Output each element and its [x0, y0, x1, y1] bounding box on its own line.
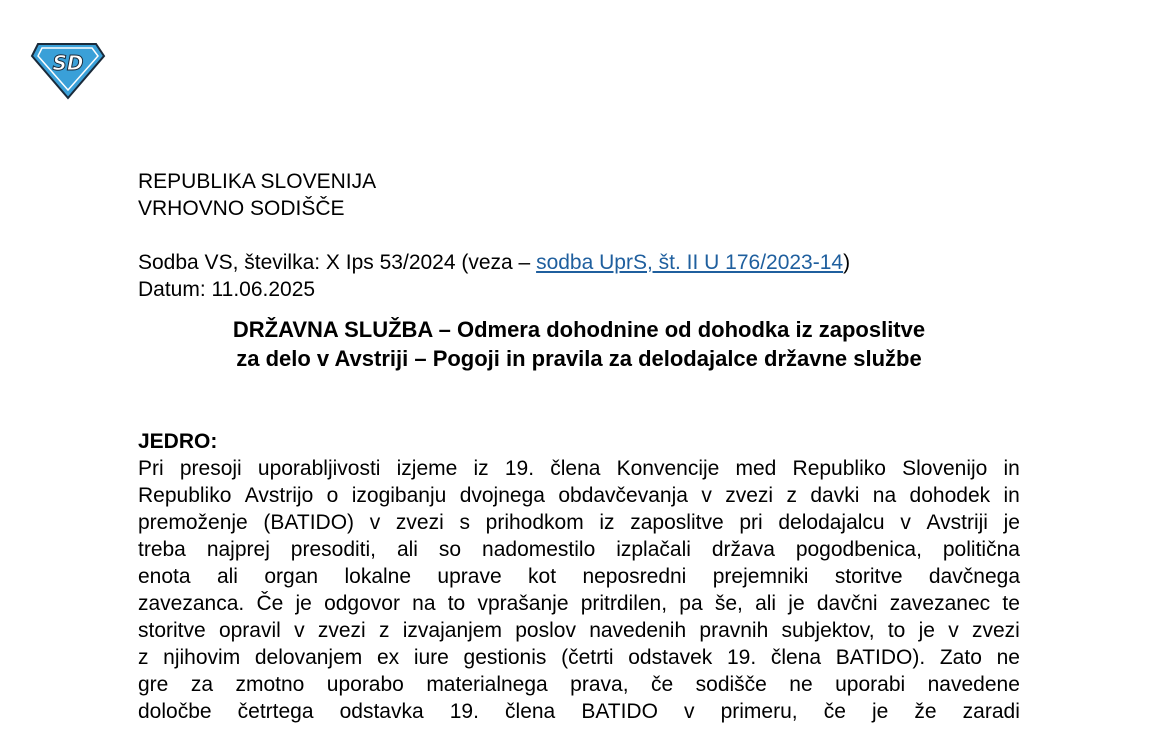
jedro-line: gre za zmotno uporabo materialnega prava, če sodišče ne uporabi navedene: [138, 673, 1020, 696]
case-reference: [138, 249, 1020, 276]
institution-country: REPUBLIKA SLOVENIJA: [138, 170, 377, 193]
document-body: [138, 168, 1020, 725]
jedro-line: storitve opravil v zvezi z izvajanjem poslov navedenih pravnih subjektov, to je v zvezi: [138, 619, 1020, 642]
jedro-line: Republiko Avstrijo o izogibanju dvojnega obdavčevanja v zvezi z davki na dohodek in: [138, 484, 1020, 507]
court-shield-logo-icon: [30, 40, 106, 100]
jedro-line: Pri presoji uporabljivosti izjeme iz 19. člena Konvencije med Republiko Slovenijo in: [138, 457, 1020, 480]
document-title: [138, 315, 1020, 373]
title-line-2: za delo v Avstriji – Pogoji in pravila za delodajalce državne službe: [236, 346, 922, 371]
spacer: [138, 222, 1020, 249]
jedro-line: z njihovim delovanjem ex iure gestionis (četrti odstavek 19. člena BATIDO). Zato ne: [138, 646, 1020, 669]
case-reference-prefix: Sodba VS, številka: X Ips 53/2024 (veza –: [138, 251, 537, 274]
jedro-line: premoženje (BATIDO) v zvezi s prihodkom iz zaposlitve pri delodajalcu v Avstriji je: [138, 511, 1020, 534]
jedro-line: določbe četrtega odstavka 19. člena BATIDO v primeru, če je že zaradi: [138, 700, 1020, 723]
jedro-line: treba najprej presoditi, ali so nadomestilo izplačali država pogodbenica, politična: [138, 538, 1020, 561]
institution-court: VRHOVNO SODIŠČE: [138, 197, 345, 220]
case-date: Datum: 11.06.2025: [138, 278, 316, 301]
logo-text: SD: [52, 51, 84, 75]
related-judgment-link[interactable]: sodba UprS, št. II U 176/2023-14: [536, 251, 844, 274]
case-reference-suffix: ): [843, 251, 851, 274]
jedro-line: enota ali organ lokalne uprave kot neposredni prejemniki storitve davčnega: [138, 565, 1020, 588]
jedro-line: zavezanca. Če je odgovor na to vprašanje pritrdilen, pa še, ali je davčni zavezanec te: [138, 592, 1020, 615]
jedro-heading: JEDRO:: [138, 430, 218, 453]
jedro-paragraph: [138, 455, 1020, 725]
title-line-1: DRŽAVNA SLUŽBA – Odmera dohodnine od dohodka iz zaposlitve: [232, 317, 926, 342]
